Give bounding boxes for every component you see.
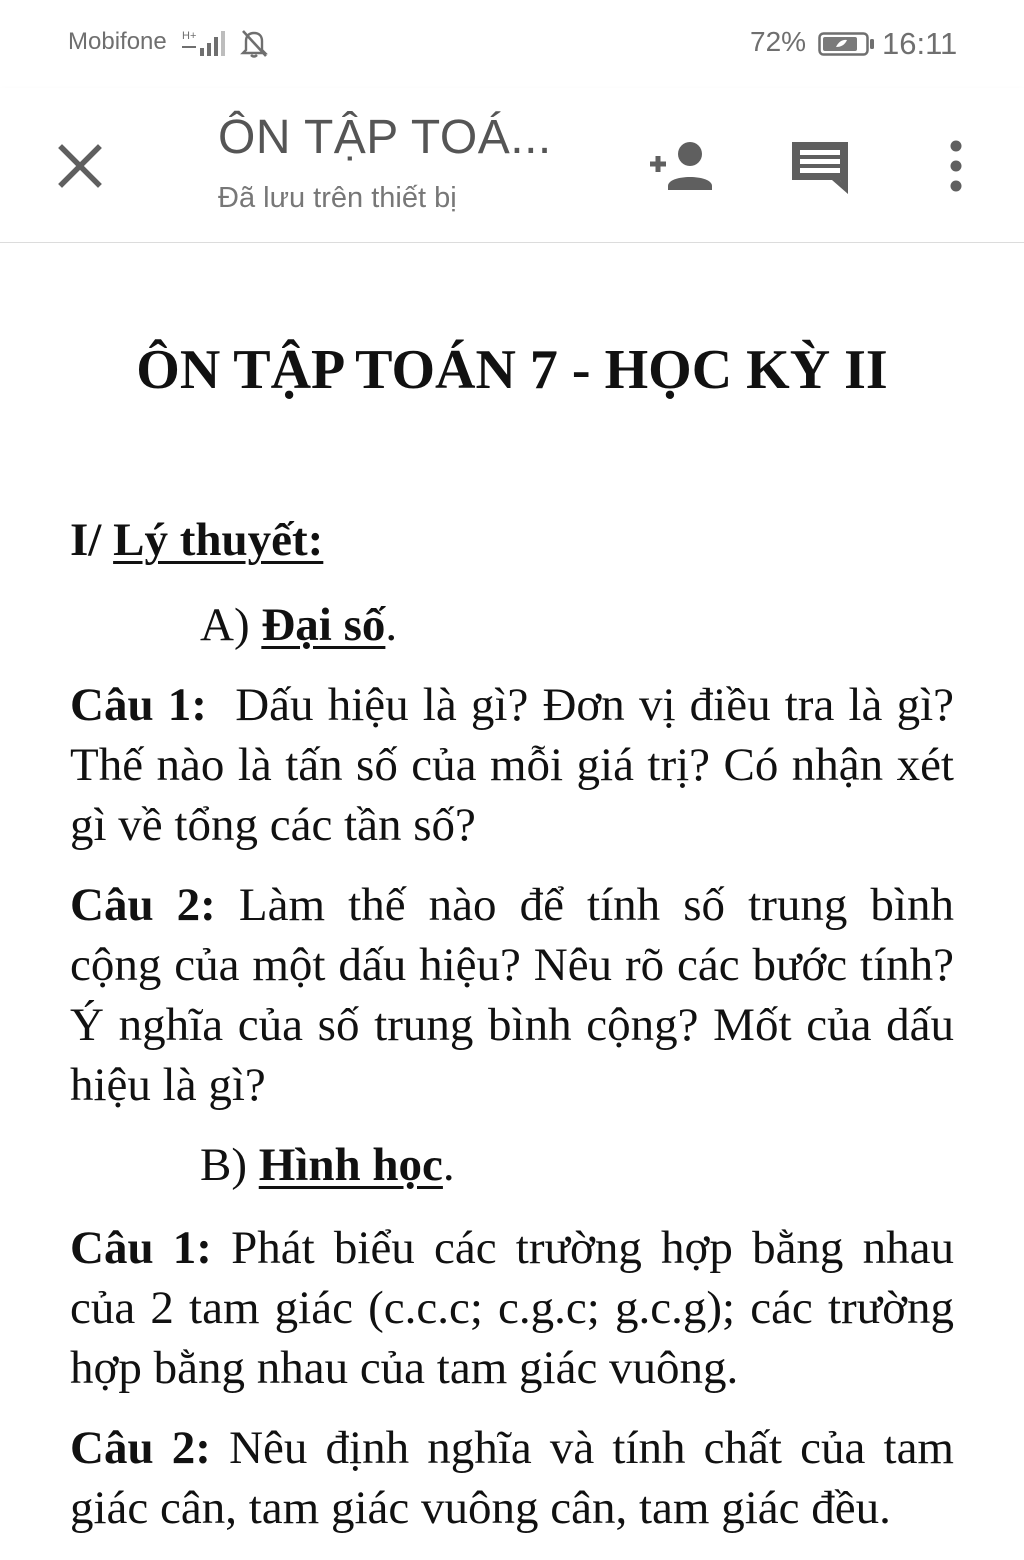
document-heading: ÔN TẬP TOÁN 7 - HỌC KỲ II (136, 339, 888, 401)
question-text: Dấu hiệu là gì? Đơn vị điều tra là gì? Thế nào là tấn số của mỗi giá trị? Có nhận xét gì về tổng các tần số? (70, 679, 966, 851)
question-paragraph (70, 1218, 954, 1398)
battery-percent: 72% (750, 26, 807, 57)
question-label: Câu 1: (70, 1222, 212, 1274)
close-button[interactable] (52, 138, 108, 194)
subsection-suffix: . (442, 1139, 455, 1191)
question-text: Phát biểu các trường hợp bằng nhau của 2 tam giác (c.c.c; c.g.c; g.c.g); các trường hợp bằng nhau của tam giác vuông. (70, 1222, 954, 1394)
add-person-button[interactable] (648, 138, 718, 194)
section-prefix: I/ (70, 514, 114, 566)
clock: 16:11 (882, 26, 958, 61)
app-bar (0, 88, 1024, 243)
subsection-prefix: A) (200, 599, 262, 651)
comment-icon (788, 136, 852, 200)
subsection-geometry (200, 1138, 455, 1192)
question-paragraph (70, 1418, 954, 1538)
document-content[interactable] (0, 243, 1024, 1560)
question-label: Câu 1: (70, 679, 207, 731)
subsection-prefix: B) (200, 1139, 259, 1191)
status-bar (0, 0, 1024, 88)
more-options-button[interactable] (936, 138, 976, 194)
question-text: Nêu định nghĩa và tính chất của tam giác cân, tam giác vuông cân, tam giác đều. (70, 1422, 954, 1534)
subsection-suffix: . (385, 599, 398, 651)
subsection-label: Hình học (258, 1139, 443, 1191)
save-status: Đã lưu trên thiết bị (218, 182, 457, 214)
question-text: Làm thế nào để tính số trung bình cộng của một dấu hiệu? Nêu rõ các bước tính? Ý nghĩa của số trung bình cộng? Mốt của dấu hiệu là gì? (70, 879, 954, 1111)
bell-off-icon (240, 28, 268, 63)
document-title: ÔN TẬP TOÁ... (218, 111, 552, 164)
subsection-label: Đại số (261, 599, 386, 651)
signal-icon (182, 28, 230, 63)
section-theory (70, 513, 323, 567)
more-vert-icon (936, 138, 976, 194)
question-paragraph (70, 675, 966, 855)
close-icon (52, 138, 108, 194)
battery-icon (818, 32, 876, 61)
section-label: Lý thuyết: (113, 514, 324, 566)
comment-button[interactable] (788, 136, 852, 200)
network-type: H+ (182, 30, 197, 42)
question-paragraph (70, 875, 954, 1115)
carrier-name: Mobifone (68, 28, 167, 55)
question-label: Câu 2: (70, 1422, 211, 1474)
add-person-icon (648, 138, 718, 194)
question-label: Câu 2: (70, 879, 216, 931)
subsection-algebra (200, 598, 397, 652)
